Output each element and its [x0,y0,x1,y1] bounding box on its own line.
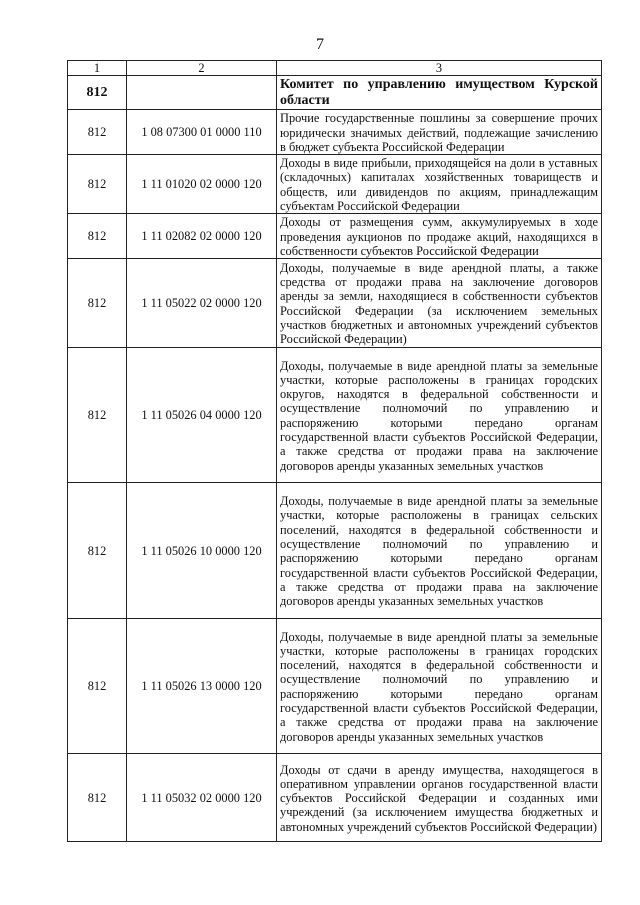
revenue-codes-table [67,60,602,842]
column-number: 3 [277,61,602,76]
admin-code: 812 [68,619,127,754]
revenue-description: Доходы в виде прибыли, приходящейся на доли в уставных (складочных) капиталах хозяйственных товариществ и обществ, или дивидендов по акциям, принадлежащим субъектам Российской Федерации [277,155,602,214]
page-number: 7 [316,36,324,53]
column-number: 1 [68,61,127,76]
admin-code: 812 [68,155,127,214]
kbk-code: 1 11 05026 10 0000 120 [127,483,277,619]
admin-code: 812 [68,259,127,348]
kbk-code: 1 11 01020 02 0000 120 [127,155,277,214]
revenue-description: Доходы, получаемые в виде арендной платы за земельные участки, которые расположены в границах сельских поселений, находятся в федеральной собственности и осуществление полномочий по управлению и распоряжению которыми передано органам государственной власти субъектов Российской Федерации, а также средства от продажи права на заключение договоров аренды указанных земельных участков [277,483,602,619]
kbk-code: 1 08 07300 01 0000 110 [127,110,277,155]
admin-code: 812 [68,348,127,483]
section-code: 812 [68,76,127,110]
revenue-description: Доходы, получаемые в виде арендной платы за земельные участки, которые расположены в границах городских поселений, находятся в федеральной собственности и осуществление полномочий по управлению и распоряжению которыми передано органам государственной власти субъектов Российской Федерации, а также средства от продажи права на заключение договоров аренды указанных земельных участков [277,619,602,754]
revenue-description: Доходы, получаемые в виде арендной платы, а также средства от продажи права на заключение договоров аренды за земли, находящиеся в собственности субъектов Российской Федерации (за исключением земельных участков бюджетных и автономных учреждений субъектов Российской Федерации) [277,259,602,348]
kbk-code: 1 11 02082 02 0000 120 [127,214,277,259]
kbk-code: 1 11 05032 02 0000 120 [127,754,277,842]
kbk-code: 1 11 05022 02 0000 120 [127,259,277,348]
table-row [68,619,602,754]
revenue-description: Прочие государственные пошлины за совершение прочих юридически значимых действий, подлежащие зачислению в бюджет субъекта Российской Федерации [277,110,602,155]
column-number-row [68,61,602,76]
admin-code: 812 [68,483,127,619]
revenue-description: Доходы от размещения сумм, аккумулируемых в ходе проведения аукционов по продаже акций, находящихся в собственности субъектов Российской Федерации [277,214,602,259]
section-title: Комитет по управлению имуществом Курской области [277,76,602,110]
table-row [68,214,602,259]
table-row [68,483,602,619]
column-number: 2 [127,61,277,76]
kbk-code: 1 11 05026 13 0000 120 [127,619,277,754]
admin-code: 812 [68,754,127,842]
table-row [68,155,602,214]
section-header-row [68,76,602,110]
empty-cell [127,76,277,110]
table-row [68,754,602,842]
table-row [68,110,602,155]
revenue-description: Доходы от сдачи в аренду имущества, находящегося в оперативном управлении органов государственной власти субъектов Российской Федерации и созданных ими учреждений (за исключением имущества бюджетных и автономных учреждений субъектов Российской Федерации) [277,754,602,842]
kbk-code: 1 11 05026 04 0000 120 [127,348,277,483]
admin-code: 812 [68,110,127,155]
admin-code: 812 [68,214,127,259]
revenue-description: Доходы, получаемые в виде арендной платы за земельные участки, которые расположены в границах городских округов, находятся в федеральной собственности и осуществление полномочий по управлению и распоряжению которыми передано органам государственной власти субъектов Российской Федерации, а также средства от продажи права на заключение договоров аренды указанных земельных участков [277,348,602,483]
table-row [68,348,602,483]
table-row [68,259,602,348]
